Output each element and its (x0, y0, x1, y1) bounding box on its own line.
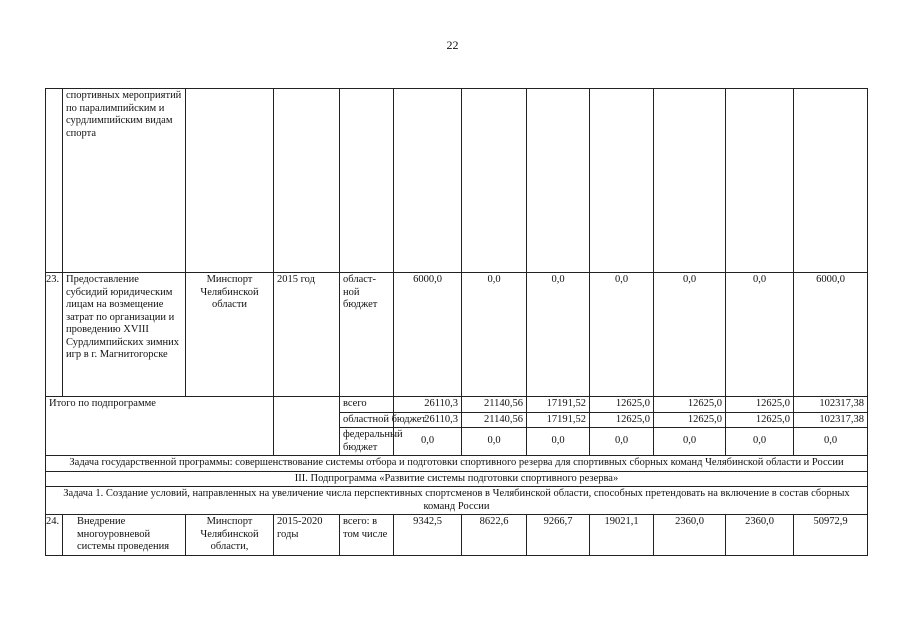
value-cell: 0,0 (794, 428, 868, 456)
value-cell: 0,0 (590, 428, 654, 456)
value-cell: 6000,0 (394, 273, 462, 397)
value-cell: 12625,0 (590, 412, 654, 428)
activity-name: спортивных мероприятий по паралимпийским и сурдлимпийским видам спорта (63, 89, 186, 273)
value-cell: 9266,7 (527, 515, 590, 556)
row-number: 23. (46, 273, 63, 397)
value-cell: 0,0 (726, 273, 794, 397)
executor: Минспорт Челябинской области (186, 273, 274, 397)
value-cell: 21140,56 (462, 412, 527, 428)
activity-name: Внедрение многоуровневой системы проведения (63, 515, 186, 556)
table-row (46, 273, 868, 397)
value-cell: 17191,52 (527, 412, 590, 428)
table-row (46, 456, 868, 472)
value-cell: 2360,0 (726, 515, 794, 556)
value-cell: 0,0 (527, 273, 590, 397)
value-cell: 0,0 (462, 428, 527, 456)
value-cell: 19021,1 (590, 515, 654, 556)
value-cell: 12625,0 (654, 397, 726, 413)
row-number: 24. (46, 515, 63, 556)
value-cell: 50972,9 (794, 515, 868, 556)
period: 2015 год (274, 273, 340, 397)
value-cell: 0,0 (590, 273, 654, 397)
value-cell: 0,0 (654, 273, 726, 397)
value-cell: 2360,0 (654, 515, 726, 556)
value-cell: 12625,0 (654, 412, 726, 428)
value-cell: 17191,52 (527, 397, 590, 413)
value-cell: 0,0 (527, 428, 590, 456)
value-cell: 102317,38 (794, 412, 868, 428)
table-row (46, 89, 868, 273)
funding-source: федеральный бюджет (340, 428, 394, 456)
value-cell: 0,0 (654, 428, 726, 456)
value-cell: 6000,0 (794, 273, 868, 397)
executor: Минспорт Челябинской области, (186, 515, 274, 556)
value-cell: 12625,0 (726, 412, 794, 428)
value-cell: 0,0 (462, 273, 527, 397)
value-cell: 26110,3 (394, 412, 462, 428)
value-cell: 12625,0 (590, 397, 654, 413)
activity-name: Предоставление субсидий юридическим лицам на возмещение затрат по организации и проведению XVIII Сурдлимпийских зимних игр в г. Магнитогорске (63, 273, 186, 397)
subprogram-heading: III. Подпрограмма «Развитие системы подготовки спортивного резерва» (46, 471, 868, 487)
funding-source: всего (340, 397, 394, 413)
table-row (46, 487, 868, 515)
value-cell: 0,0 (726, 428, 794, 456)
value-cell: 12625,0 (726, 397, 794, 413)
period: 2015-2020 годы (274, 515, 340, 556)
funding-source: областной бюджет (340, 412, 394, 428)
page-number: 22 (446, 38, 459, 52)
task-heading: Задача 1. Создание условий, направленных на увеличение числа перспективных спортсменов в Челябинской области, способных претендовать на включение в состав сборных команд России (46, 487, 868, 515)
totals-label: Итого по подпрограмме (46, 397, 274, 456)
value-cell: 0,0 (394, 428, 462, 456)
budget-table (45, 88, 868, 556)
table-row (46, 471, 868, 487)
table-row (46, 515, 868, 556)
value-cell: 8622,6 (462, 515, 527, 556)
program-task: Задача государственной программы: совершенствование системы отбора и подготовки спортивного резерва для спортивных сборных команд Челябинской области и России (46, 456, 868, 472)
funding-source: област-ной бюджет (340, 273, 394, 397)
value-cell: 21140,56 (462, 397, 527, 413)
value-cell: 9342,5 (394, 515, 462, 556)
value-cell: 102317,38 (794, 397, 868, 413)
table-row (46, 397, 868, 413)
funding-source: всего: в том числе (340, 515, 394, 556)
value-cell: 26110,3 (394, 397, 462, 413)
